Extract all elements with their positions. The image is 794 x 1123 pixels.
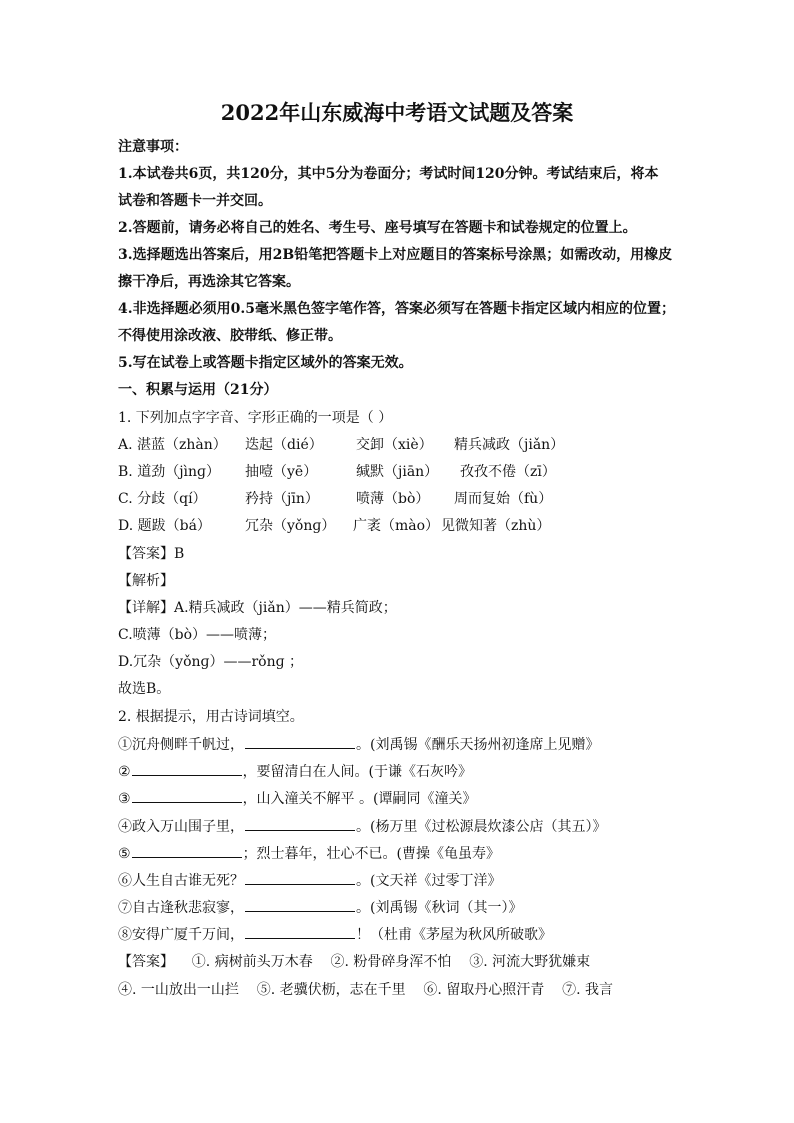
fill-in-item: ⑦自古逢秋悲寂寥， 。(刘禹锡《秋词（其一）》 bbox=[118, 897, 522, 918]
page-title: 2022年山东威海中考语文试题及答案 bbox=[220, 100, 574, 125]
fill-in-item: ⑧安得广厦千万间， ！（杜甫《茅屋为秋风所破歌》 bbox=[118, 924, 552, 945]
question-1-stem: 1. 下列加点字字音、字形正确的一项是（ ） bbox=[118, 410, 393, 426]
fill-in-item: ④政入万山围子里， 。(杨万里《过松源晨炊漆公店（其五）》 bbox=[118, 816, 606, 837]
question-1-option-b: B. 道劲（jìnɡ） 抽噎（yē） 缄默（jiān） 孜孜不倦（zī） bbox=[118, 464, 556, 480]
answer-blank[interactable] bbox=[245, 734, 355, 749]
answer-blank[interactable] bbox=[245, 924, 355, 939]
question-1-detail: D.冗杂（yǒnɡ）——rǒnɡ ； bbox=[118, 654, 304, 670]
notice-line: 1.本试卷共6页，共120分，其中5分为卷面分；考试时间120分钟。考试结束后，将本 bbox=[118, 166, 659, 182]
question-2-answer: 【答案】 ①. 病树前头万木春 ②. 粉骨碎身浑不怕 ③. 河流大野犹嫌束 bbox=[118, 954, 591, 970]
notice-line: 不得使用涂改液、胶带纸、修正带。 bbox=[118, 328, 342, 344]
notice-line: 试卷和答题卡一并交回。 bbox=[118, 193, 272, 209]
question-1-detail: C.喷薄（bò）——喷薄； bbox=[118, 627, 277, 643]
question-1-answer: 【答案】B bbox=[118, 546, 185, 562]
question-1-option-c: C. 分歧（qí） 矜持（jīn） 喷薄（bò） 周而复始（fù） bbox=[118, 491, 553, 507]
answer-blank[interactable] bbox=[132, 843, 242, 858]
section-heading: 一、积累与运用（21分） bbox=[118, 382, 278, 398]
answer-blank[interactable] bbox=[245, 870, 355, 885]
fill-in-item: ①沉舟侧畔千帆过， 。(刘禹锡《酬乐天扬州初逢席上见赠》 bbox=[118, 734, 599, 755]
fill-in-item: ⑤ ；烈士暮年，壮心不已。(曹操《龟虽寿》 bbox=[118, 843, 500, 864]
answer-blank[interactable] bbox=[245, 897, 355, 912]
notice-line: 3.选择题选出答案后，用2B铅笔把答题卡上对应题目的答案标号涂黑；如需改动，用橡皮 bbox=[118, 247, 673, 263]
answer-blank[interactable] bbox=[245, 816, 355, 831]
fill-in-item: ③ ，山入潼关不解平 。(谭嗣同《潼关》 bbox=[118, 788, 476, 809]
question-1-option-d: D. 题跋（bá） 冗杂（yǒnɡ） 广袤（mào） 见微知著（zhù） bbox=[118, 518, 551, 534]
question-1-detail: 故选B。 bbox=[118, 681, 171, 697]
notice-line: 擦干净后，再选涂其它答案。 bbox=[118, 274, 300, 290]
question-2-stem: 2. 根据提示，用古诗词填空。 bbox=[118, 709, 304, 725]
notice-line: 5.写在试卷上或答题卡指定区域外的答案无效。 bbox=[118, 355, 413, 371]
fill-in-item: ② ，要留清白在人间。(于谦《石灰吟》 bbox=[118, 761, 472, 782]
fill-in-item: ⑥人生自古谁无死？ 。(文天祥《过零丁洋》 bbox=[118, 870, 501, 891]
notice-line: 4.非选择题必须用0.5毫米黑色签字笔作答，答案必须写在答题卡指定区域内相应的位置； bbox=[118, 301, 675, 317]
answer-blank[interactable] bbox=[132, 761, 242, 776]
notice-line: 2.答题前，请务必将自己的姓名、考生号、座号填写在答题卡和试卷规定的位置上。 bbox=[118, 220, 637, 236]
answer-blank[interactable] bbox=[132, 788, 242, 803]
question-1-detail: 【详解】A.精兵减政（jiǎn）——精兵简政； bbox=[118, 600, 397, 616]
question-2-answer: ④. 一山放出一山拦 ⑤. 老骥伏枥，志在千里 ⑥. 留取丹心照汗青 ⑦. 我言 bbox=[118, 982, 614, 998]
question-1-option-a: A. 湛蓝（zhàn） 迭起（dié） 交卸（xiè） 精兵减政（jiǎn） bbox=[118, 437, 565, 453]
notice-heading: 注意事项： bbox=[118, 139, 188, 155]
question-1-analysis-label: 【解析】 bbox=[118, 573, 174, 589]
